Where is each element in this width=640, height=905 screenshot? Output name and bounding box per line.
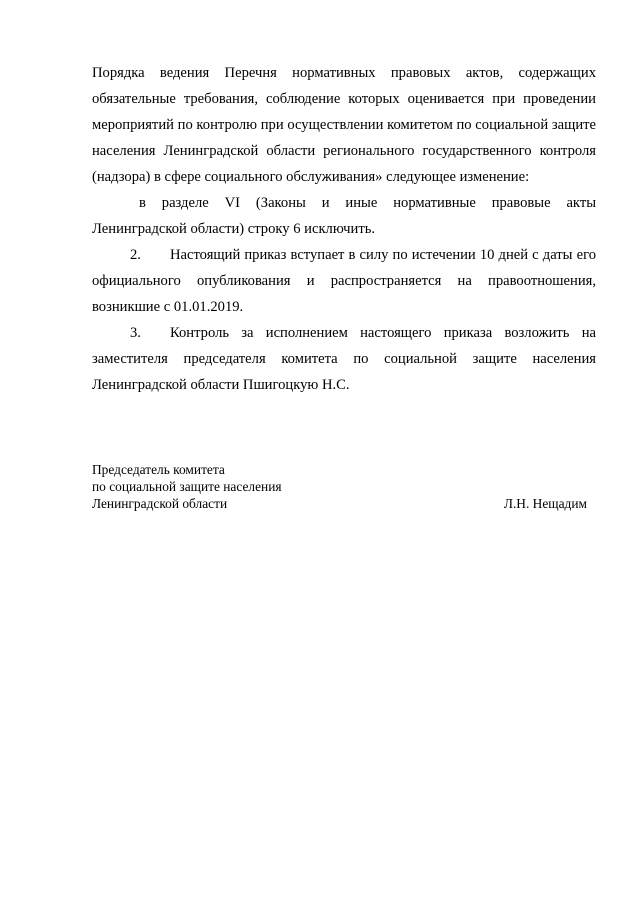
signature-title-line-3: Ленинградской области [92,496,228,511]
sub-item-paragraph: в разделе VI (Законы и иные нормативные правовые акты Ленинградской области) строку 6 исключить. [92,195,596,237]
signature-title-line-1: Председатель комитета [92,462,225,477]
item-text: Контроль за исполнением настоящего приказа возложить на заместителя председателя комитета по социальной защите населения Ленинградской области Пшигоцкую Н.С. [92,325,596,393]
signature-title-line-2: по социальной защите населения [92,479,282,494]
item-number: 3. [130,325,141,341]
signature-row [92,495,596,512]
document-body [92,60,596,398]
numbered-item-2 [92,242,596,320]
intro-paragraph: Порядка ведения Перечня нормативных правовых актов, содержащих обязательные требования, соблюдение которых оценивается при проведении мероприятий по контролю при осуществлении комитетом по социальной защите населения Ленинградской области регионального государственного контроля (надзора) в сфере социального обслуживания» следующее изменение: [92,65,596,185]
numbered-item-3 [92,320,596,398]
signatory-name: Л.Н. Нещадим [503,496,587,511]
item-number: 2. [130,247,141,263]
item-text: Настоящий приказ вступает в силу по истечении 10 дней с даты его официального опубликования и распространяется на правоотношения, возникшие с 01.01.2019. [92,247,596,315]
signature-block [92,461,596,512]
